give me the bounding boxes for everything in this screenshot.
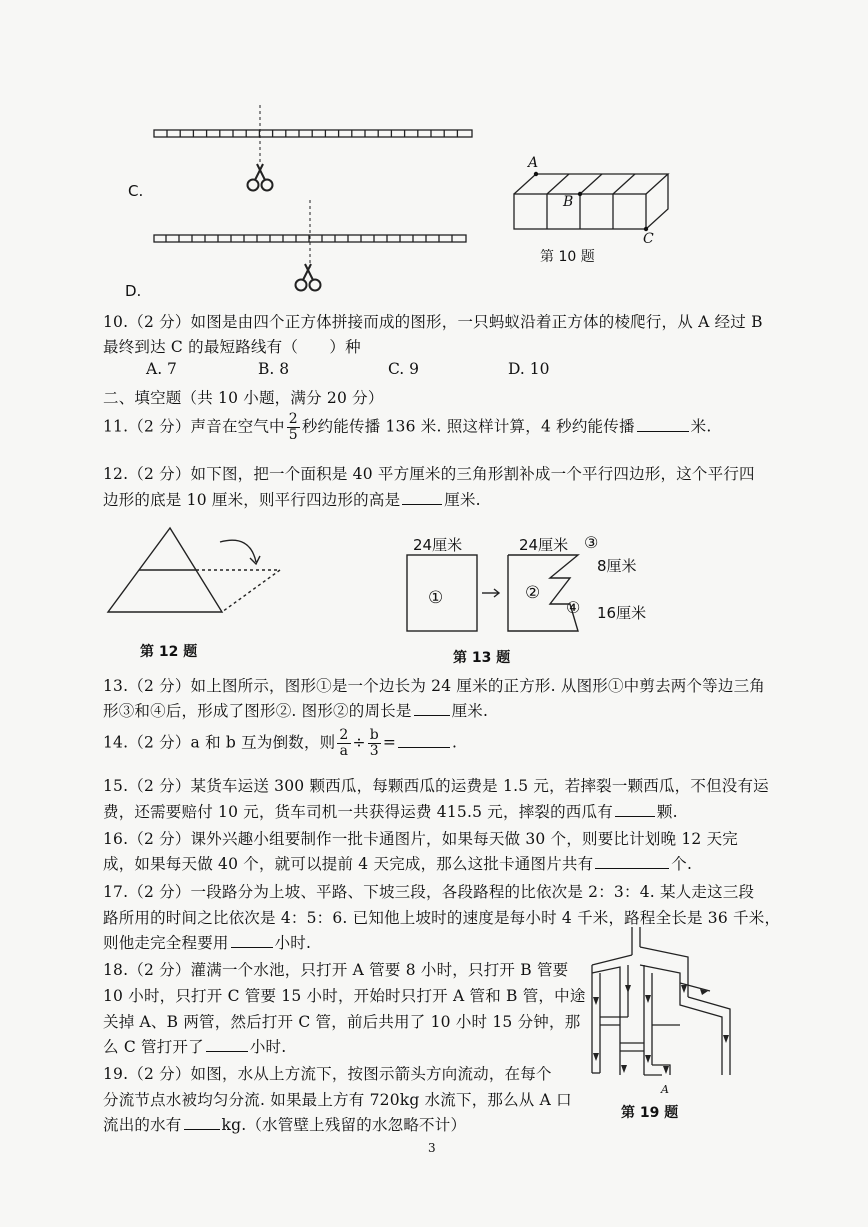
q16-answer-blank[interactable]	[595, 854, 669, 869]
q10-option-c: C. 9	[388, 360, 420, 378]
q15-line2: 费，还需要赔付 10 元，货车司机一共获得运费 415.5 元，摔裂的西瓜有 颗.	[103, 803, 678, 821]
q10-option-a: A. 7	[146, 360, 177, 378]
q18-line2: 10 小时，只打开 C 管要 15 小时，开始时只打开 A 管和 B 管，中途	[103, 987, 586, 1005]
figure-12-triangle	[100, 520, 290, 620]
q16-line1: 16.（2 分）课外兴趣小组要制作一批卡通图片，如果每天做 30 个，则要比计划晚 12 天完	[103, 830, 738, 848]
q18-answer-blank[interactable]	[206, 1037, 248, 1052]
q17-line3: 则他走完全程要用 小时.	[103, 934, 312, 952]
q19-line3: 流出的水有 kg.（水管壁上残留的水忽略不计）	[103, 1116, 467, 1134]
q10-option-b: B. 8	[258, 360, 290, 378]
q15-answer-blank[interactable]	[615, 802, 655, 817]
q19-line2: 分流节点水被均匀分流. 如果最上方有 720kg 水流下，那么从 A 口	[103, 1091, 572, 1109]
scissors-icon	[248, 164, 273, 191]
option-c-label: C.	[128, 182, 144, 200]
section-2-heading: 二、填空题（共 10 小题，满分 20 分）	[103, 389, 384, 407]
fig10-caption: 第 10 题	[540, 249, 595, 265]
q16-line2: 成，如果每天做 40 个，就可以提前 4 天完成，那么这批卡通图片共有 个.	[103, 855, 693, 873]
page-number: 3	[428, 1141, 436, 1155]
q11-end: 米.	[690, 417, 712, 436]
fig10-label-a: A	[528, 155, 539, 171]
q17-answer-blank[interactable]	[231, 933, 273, 948]
point-b	[578, 192, 582, 196]
fig13-label-24b: 24厘米	[519, 536, 569, 554]
fig12-caption: 第 12 题	[140, 644, 198, 660]
point-a	[534, 172, 538, 176]
q13-line1: 13.（2 分）如上图所示，图形①是一个边长为 24 厘米的正方形. 从图形①中剪去两个等边三角	[103, 677, 765, 695]
q14-answer-blank[interactable]	[398, 733, 450, 748]
q10-line2: 最终到达 C 的最短路线有（ ）种	[103, 338, 361, 356]
option-d-label: D.	[125, 282, 142, 300]
fig10-label-c: C	[643, 231, 654, 247]
fig19-caption: 第 19 题	[621, 1105, 679, 1121]
q18-line1: 18.（2 分）灌满一个水池，只打开 A 管要 8 小时，只打开 B 管要	[103, 961, 569, 979]
q15-line1: 15.（2 分）某货车运送 300 颗西瓜，每颗西瓜的运费是 1.5 元，若摔裂一颗西瓜，不但没有运	[103, 777, 769, 795]
q13-line2: 形③和④后，形成了图形②. 图形②的周长是 厘米.	[103, 702, 489, 720]
q17-line2: 路所用的时间之比依次是 4：5：6. 已知他上坡时的速度是每小时 4 千米，路程全长是 36 千米，	[103, 909, 781, 927]
fig13-caption: 第 13 题	[453, 650, 511, 666]
figure-19-pipes	[580, 925, 752, 1085]
stick-c	[154, 130, 472, 137]
q19-answer-blank[interactable]	[184, 1115, 220, 1130]
q11-post: 秒约能传播 136 米. 照这样计算，4 秒约能传播	[301, 417, 635, 436]
fig13-circle-3: ③	[584, 533, 599, 552]
q12-line2: 边形的底是 10 厘米，则平行四边形的高是 厘米.	[103, 491, 481, 509]
fig13-label-24a: 24厘米	[413, 536, 463, 554]
q18-line4: 么 C 管打开了 小时.	[103, 1038, 287, 1056]
fig13-circle-1: ①	[428, 588, 444, 608]
q11-fraction: $\frac{2}{5}$	[288, 411, 298, 443]
q13-answer-blank[interactable]	[414, 701, 450, 716]
q19-line1: 19.（2 分）如图，水从上方流下，按图示箭头方向流动，在每个	[103, 1065, 552, 1083]
fig13-label-8: 8厘米	[597, 557, 637, 575]
fig13-circle-4: ④	[566, 598, 581, 617]
fig19-label-a: A	[661, 1083, 669, 1096]
q12-answer-blank[interactable]	[402, 490, 442, 505]
q11	[103, 412, 711, 443]
q17-line1: 17.（2 分）一段路分为上坡、平路、下坡三段，各段路程的比依次是 2：3：4. 某人走这三段	[103, 883, 755, 901]
q14: 14.（2 分）a 和 b 互为倒数，则 $\frac{2}{a}$ ÷ $\frac{b}{3}$ = .	[103, 727, 458, 759]
fig13-circle-2: ②	[525, 583, 541, 603]
q10-option-d: D. 10	[508, 360, 550, 378]
scissors-icon	[296, 264, 321, 291]
option-c-d-figures	[120, 100, 490, 300]
q10-line1: 10.（2 分）如图是由四个正方体拼接而成的图形，一只蚂蚁沿着正方体的棱爬行，从 A 经过 B	[103, 313, 763, 331]
fig10-label-b: B	[563, 194, 574, 210]
fig13-label-16: 16厘米	[597, 604, 647, 622]
q14-fraction-1: $\frac{2}{a}$	[339, 727, 349, 759]
q11-pre: 11.（2 分）声音在空气中	[103, 417, 285, 436]
q12-line1: 12.（2 分）如下图，把一个面积是 40 平方厘米的三角形割补成一个平行四边形，这个平行四	[103, 465, 755, 483]
q11-answer-blank[interactable]	[637, 417, 689, 432]
q18-line3: 关掉 A、B 两管，然后打开 C 管，前后共用了 10 小时 15 分钟，那	[103, 1013, 581, 1031]
q14-fraction-2: $\frac{b}{3}$	[369, 727, 379, 759]
